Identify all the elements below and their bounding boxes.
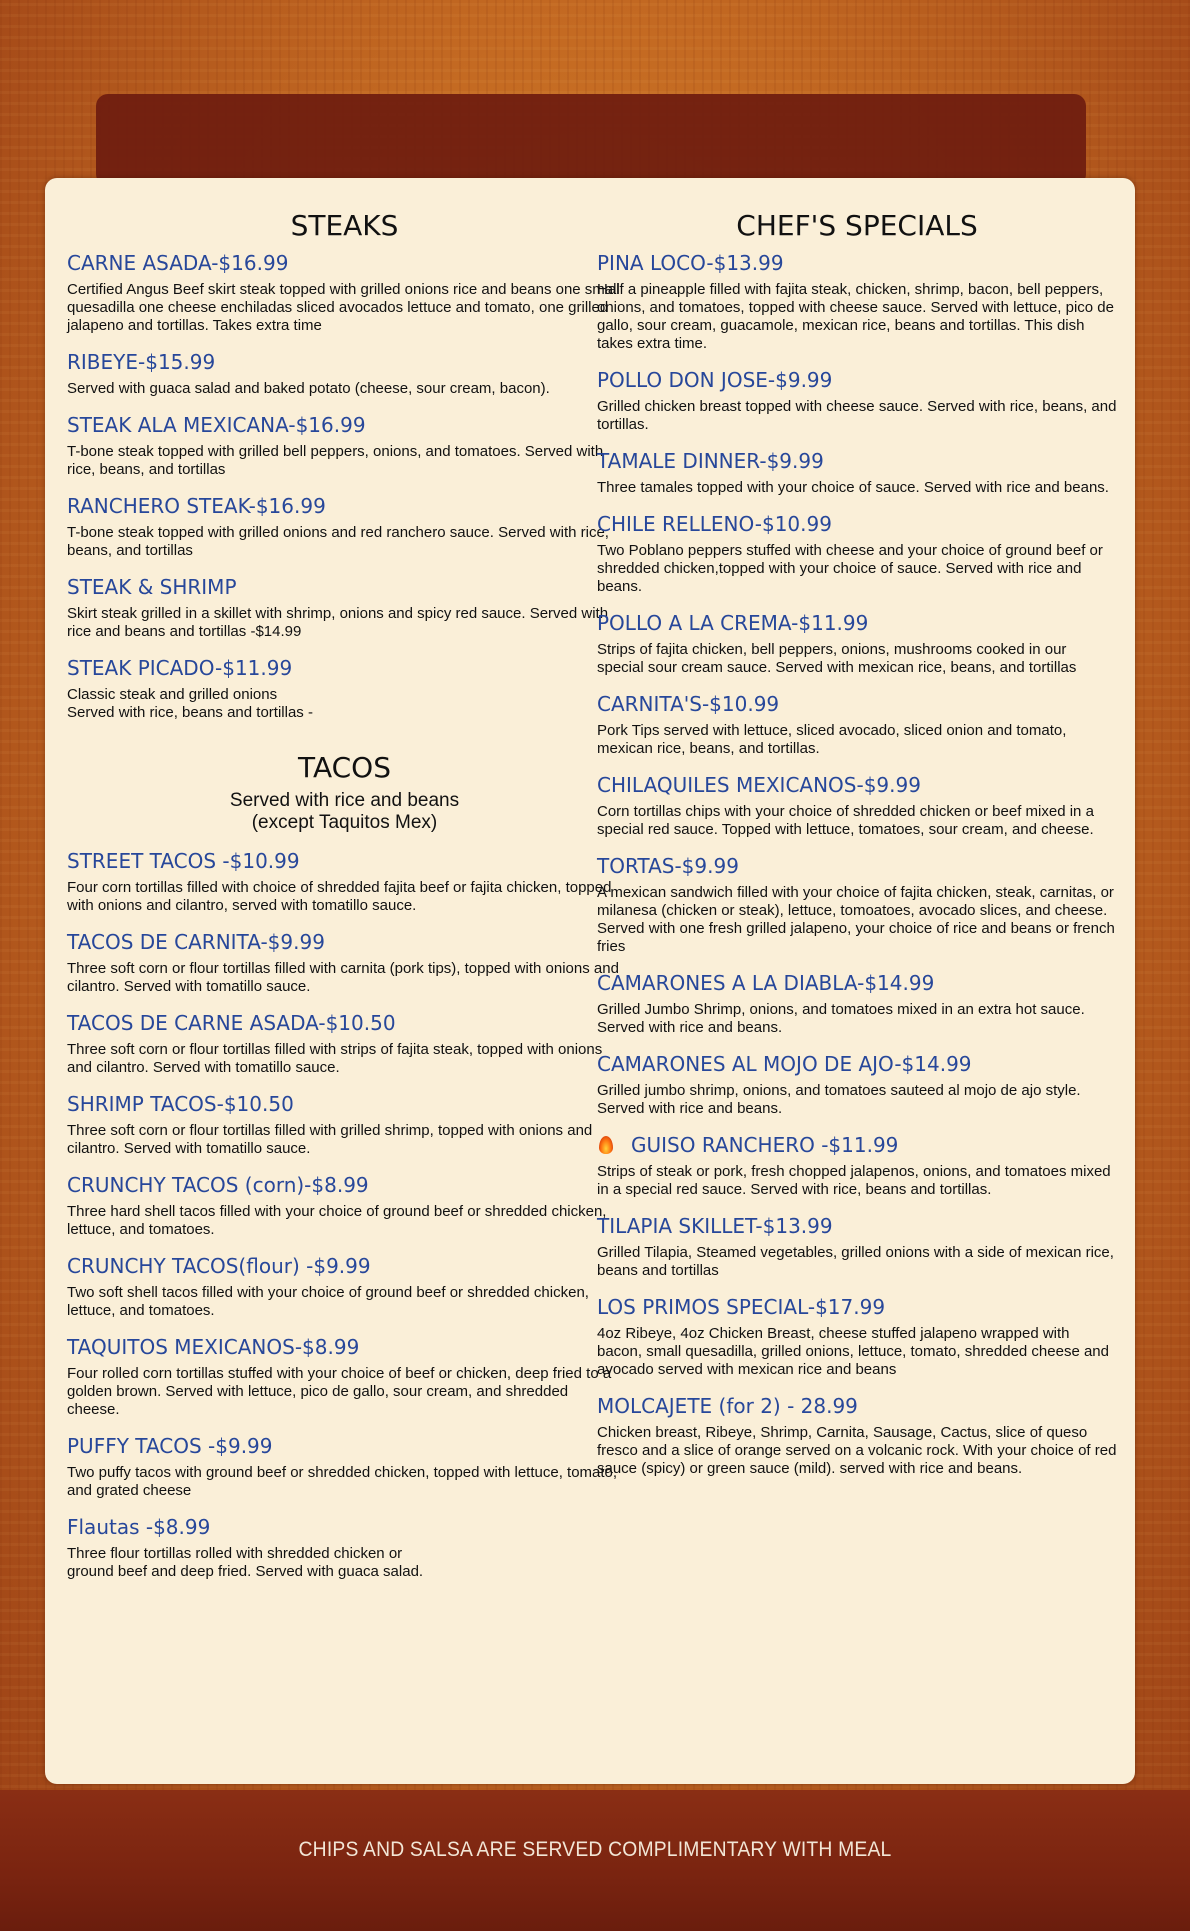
menu-item-description: Three hard shell tacos filled with your choice of ground beef or shredded chicken, lettuce, and tomatoes.	[67, 1203, 607, 1238]
menu-item	[597, 1294, 1117, 1379]
menu-item	[597, 772, 1117, 839]
tacos-subtitle-line2: (except Taquitos Mex)	[251, 812, 438, 833]
left-column	[67, 208, 622, 1595]
tacos-section	[67, 750, 622, 1581]
menu-item-title: MOLCAJETE (for 2) - 28.99	[597, 1394, 858, 1418]
header-banner	[96, 94, 1086, 186]
menu-item-name	[67, 1010, 622, 1036]
menu-item-title: LOS PRIMOS SPECIAL-$17.99	[597, 1295, 886, 1319]
menu-item-description: Strips of fajita chicken, bell peppers, onions, mushrooms cooked in our special sour cream sauce. Served with mexican rice, beans, and tortillas	[597, 641, 1077, 676]
menu-item-description: T-bone steak topped with grilled onions and red ranchero sauce. Served with rice, beans, and tortillas	[67, 524, 609, 559]
menu-item-description: Three tamales topped with your choice of sauce. Served with rice and beans.	[597, 479, 1109, 496]
specials-list	[597, 250, 1117, 1478]
menu-item	[597, 511, 1117, 596]
menu-item	[67, 1091, 622, 1158]
menu-item-description: Corn tortillas chips with your choice of shredded chicken or beef mixed in a special red sauce. Topped with lettuce, tomatoes, sour cream, and cheese.	[597, 803, 1094, 838]
menu-item-title: TACOS DE CARNITA-$9.99	[67, 930, 325, 954]
menu-item-name	[67, 1253, 622, 1279]
menu-item-description: A mexican sandwich filled with your choice of fajita chicken, steak, carnitas, or milanesa (chicken or steak), lettuce, tomoatoes, avocado slices, and cheese. Served with one fresh grilled jalapeno, your choice of rice and beans or french fries	[597, 884, 1115, 955]
menu-item	[67, 848, 622, 915]
menu-item-title: PINA LOCO-$13.99	[597, 251, 784, 275]
menu-item-description: Classic steak and grilled onions Served with rice, beans and tortillas -	[67, 686, 313, 721]
menu-item-title: CAMARONES AL MOJO DE AJO-$14.99	[597, 1052, 972, 1076]
tacos-subtitle-line1: Served with rice and beans	[229, 790, 460, 811]
menu-item-title: PUFFY TACOS -$9.99	[67, 1434, 273, 1458]
menu-item-name	[67, 1334, 622, 1360]
menu-item-title: CAMARONES A LA DIABLA-$14.99	[597, 971, 935, 995]
menu-item-description: Grilled chicken breast topped with cheese sauce. Served with rice, beans, and tortillas.	[597, 398, 1117, 433]
menu-item	[597, 367, 1117, 434]
menu-item	[597, 853, 1117, 956]
menu-item	[67, 1253, 622, 1320]
menu-item-name	[597, 1213, 1117, 1239]
menu-item	[67, 655, 622, 722]
menu-item	[67, 412, 622, 479]
right-column	[597, 208, 1117, 1492]
menu-item-name	[67, 574, 622, 600]
menu-item-name	[67, 1172, 622, 1198]
tacos-list	[67, 848, 622, 1581]
menu-item	[597, 1132, 1117, 1199]
menu-item-title: CHILAQUILES MEXICANOS-$9.99	[597, 773, 921, 797]
menu-item-title: TORTAS-$9.99	[597, 854, 739, 878]
menu-item-title: STREET TACOS -$10.99	[67, 849, 300, 873]
menu-item	[597, 1393, 1117, 1478]
menu-item	[597, 970, 1117, 1037]
menu-item	[597, 250, 1117, 353]
menu-item	[67, 1433, 622, 1500]
menu-item-description: Three soft corn or flour tortillas filled with strips of fajita steak, topped with onions and cilantro. Served with tomatillo sauce.	[67, 1041, 603, 1076]
tacos-title: TACOS	[298, 751, 391, 784]
menu-item-name	[67, 349, 622, 375]
menu-item-title: SHRIMP TACOS-$10.50	[67, 1092, 294, 1116]
menu-item-name	[67, 250, 622, 276]
menu-item-description: Four rolled corn tortillas stuffed with your choice of beef or chicken, deep fried to a golden brown. Served with lettuce, pico de gallo, sour cream, and shredded cheese.	[67, 1365, 612, 1418]
menu-item-description: Pork Tips served with lettuce, sliced avocado, sliced onion and tomato, mexican rice, beans, and tortillas.	[597, 722, 1067, 757]
menu-item	[67, 574, 622, 641]
flame-icon	[599, 1136, 613, 1154]
menu-item-title: CARNE ASADA-$16.99	[67, 251, 289, 275]
menu-item-name	[67, 1091, 622, 1117]
menu-item-title: CRUNCHY TACOS (corn)-$8.99	[67, 1173, 369, 1197]
menu-item-name	[597, 448, 1117, 474]
menu-item-description: Three flour tortillas rolled with shredded chicken or ground beef and deep fried. Served with guaca salad.	[67, 1545, 424, 1580]
menu-item-name	[67, 412, 622, 438]
menu-item-title: POLLO A LA CREMA-$11.99	[597, 611, 869, 635]
menu-item	[597, 610, 1117, 677]
menu-item	[597, 1051, 1117, 1118]
menu-item-name	[597, 1132, 1117, 1158]
menu-item	[67, 929, 622, 996]
menu-item-name	[67, 848, 622, 874]
menu-item-description: Three soft corn or flour tortillas filled with grilled shrimp, topped with onions and cilantro. Served with tomatillo sauce.	[67, 1122, 593, 1157]
menu-item-name	[597, 367, 1117, 393]
menu-item-title: STEAK & SHRIMP	[67, 575, 237, 599]
menu-item-description: Chicken breast, Ribeye, Shrimp, Carnita, Sausage, Cactus, slice of queso fresco and a slice of orange served on a volcanic rock. With your choice of red sauce (spicy) or green sauce (mild). served with rice and beans.	[597, 1424, 1117, 1477]
menu-item-title: CARNITA'S-$10.99	[597, 692, 780, 716]
menu-item-description: Four corn tortillas filled with choice of shredded fajita beef or fajita chicken, topped with onions and cilantro, served with tomatillo sauce.	[67, 879, 612, 914]
menu-item-name	[67, 1514, 622, 1540]
menu-item-title: TILAPIA SKILLET-$13.99	[597, 1214, 833, 1238]
menu-item-title: CHILE RELLENO-$10.99	[597, 512, 832, 536]
menu-item-name	[67, 655, 622, 681]
menu-item-description: 4oz Ribeye, 4oz Chicken Breast, cheese stuffed jalapeno wrapped with bacon, small quesadilla, grilled onions, lettuce, tomato, shredded cheese and avocado served with mexican rice and beans	[597, 1325, 1109, 1378]
menu-item-description: Two Poblano peppers stuffed with cheese and your choice of ground beef or shredded chicken,topped with your choice of sauce. Served with rice and beans.	[597, 542, 1103, 595]
menu-item	[67, 1010, 622, 1077]
menu-item	[67, 250, 622, 335]
menu-item-name	[597, 772, 1117, 798]
menu-item-name	[597, 1393, 1117, 1419]
menu-item-name	[67, 1433, 622, 1459]
menu-item-description: Two puffy tacos with ground beef or shredded chicken, topped with lettuce, tomato, and grated cheese	[67, 1464, 618, 1499]
menu-item-title: TAMALE DINNER-$9.99	[597, 449, 824, 473]
menu-item	[67, 349, 622, 398]
menu-item-title: STEAK ALA MEXICANA-$16.99	[67, 413, 366, 437]
menu-item-description: Skirt steak grilled in a skillet with shrimp, onions and spicy red sauce. Served with rice and beans and tortillas -$14.99	[67, 605, 609, 640]
menu-item-name	[597, 511, 1117, 537]
menu-item-title: GUISO RANCHERO -$11.99	[631, 1133, 899, 1157]
menu-item-description: Strips of steak or pork, fresh chopped jalapenos, onions, and tomatoes mixed in a special red sauce. Served with rice, beans and tortillas.	[597, 1163, 1111, 1198]
menu-item-description: Certified Angus Beef skirt steak topped with grilled onions rice and beans one small quesadilla one cheese enchiladas sliced avocados lettuce and tomato, one grilled jalapeno and tortillas. Takes extra time	[67, 281, 620, 334]
footer-note: CHIPS AND SALSA ARE SERVED COMPLIMENTARY WITH MEAL	[298, 1838, 892, 1861]
menu-item-description: Three soft corn or flour tortillas filled with carnita (pork tips), topped with onions and cilantro. Served with tomatillo sauce.	[67, 960, 619, 995]
menu-item-name	[597, 853, 1117, 879]
menu-item-name	[597, 610, 1117, 636]
menu-item-description: Half a pineapple filled with fajita steak, chicken, shrimp, bacon, bell peppers, onions, and tomatoes, topped with cheese sauce. Served with lettuce, pico de gallo, sour cream, guacamole, mexican rice, beans and tortillas. This dish takes extra time.	[597, 281, 1114, 352]
tacos-subtitle	[67, 790, 622, 834]
menu-item-description: Two soft shell tacos filled with your choice of ground beef or shredded chicken, lettuce, and tomatoes.	[67, 1284, 589, 1319]
menu-item-title: RIBEYE-$15.99	[67, 350, 216, 374]
menu-item	[597, 691, 1117, 758]
menu-item-title: TACOS DE CARNE ASADA-$10.50	[67, 1011, 396, 1035]
menu-item-description: Grilled jumbo shrimp, onions, and tomatoes sauteed al mojo de ajo style. Served with rice and beans.	[597, 1082, 1081, 1117]
steaks-title: STEAKS	[290, 209, 399, 242]
menu-item-title: Flautas -$8.99	[67, 1515, 211, 1539]
menu-item	[67, 1514, 622, 1581]
menu-item-title: STEAK PICADO-$11.99	[67, 656, 293, 680]
menu-item	[67, 1334, 622, 1419]
menu-item	[597, 1213, 1117, 1280]
menu-panel	[45, 178, 1135, 1784]
menu-item-description: T-bone steak topped with grilled bell peppers, onions, and tomatoes. Served with rice, beans, and tortillas	[67, 443, 604, 478]
menu-item-description: Served with guaca salad and baked potato (cheese, sour cream, bacon).	[67, 380, 550, 397]
menu-item-name	[597, 691, 1117, 717]
menu-item-description: Grilled Tilapia, Steamed vegetables, grilled onions with a side of mexican rice, beans and tortillas	[597, 1244, 1114, 1279]
menu-item-name	[597, 970, 1117, 996]
menu-item-description: Grilled Jumbo Shrimp, onions, and tomatoes mixed in an extra hot sauce. Served with rice and beans.	[597, 1001, 1085, 1036]
menu-item-name	[597, 1294, 1117, 1320]
menu-item-name	[67, 493, 622, 519]
menu-item	[67, 493, 622, 560]
steaks-list	[67, 250, 622, 722]
menu-item-title: CRUNCHY TACOS(flour) -$9.99	[67, 1254, 371, 1278]
menu-item-title: RANCHERO STEAK-$16.99	[67, 494, 326, 518]
menu-item	[67, 1172, 622, 1239]
menu-item	[597, 448, 1117, 497]
specials-title: CHEF'S SPECIALS	[736, 209, 978, 242]
menu-item-name	[597, 1051, 1117, 1077]
menu-item-name	[597, 250, 1117, 276]
menu-item-title: POLLO DON JOSE-$9.99	[597, 368, 833, 392]
menu-item-title: TAQUITOS MEXICANOS-$8.99	[67, 1335, 360, 1359]
menu-item-name	[67, 929, 622, 955]
